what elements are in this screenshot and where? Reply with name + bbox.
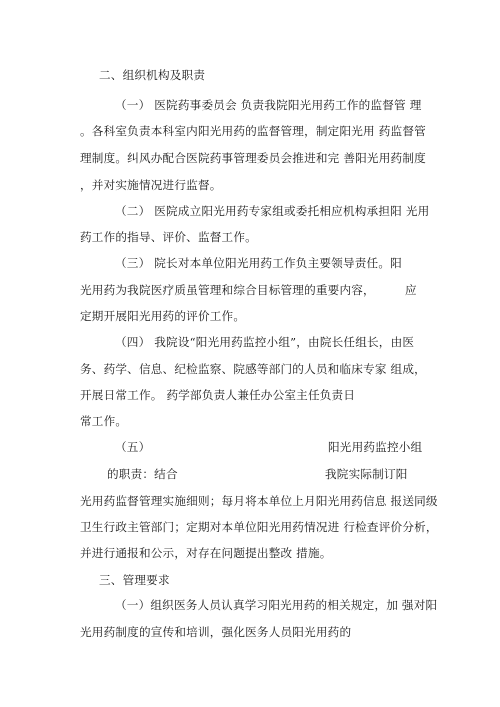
paragraph-5-line-1-end: 阳光用药监控小组 bbox=[328, 440, 423, 454]
paragraph-1-line-2: 。各科室负责本科室内阳光用药的监督管理，制定阳光用 药监督管 bbox=[80, 124, 426, 138]
paragraph-4-line-4: 常工作。 bbox=[80, 414, 128, 428]
paragraph-4-line-2: 务、药学、信息、纪检监察、院感等部门的人员和临床专家 组成， bbox=[80, 362, 426, 376]
paragraph-2-line-2: 药工作的指导、评价、监督工作。 bbox=[80, 230, 257, 244]
paragraph-5-line-4: 卫生行政主管部门；定期对本单位阳光用药情况进 行检查评价分析， bbox=[80, 520, 438, 534]
paragraph-4-line-1: （四） 我院设“阳光用药监控小组”，由院长任组长，由医 bbox=[115, 335, 415, 349]
paragraph-3-line-1: （三） 院长对本单位阳光用药工作负主要领导责任。阳 bbox=[115, 256, 402, 270]
paragraph-5-line-3: 光用药监督管理实施细则；每月将本单位上月阳光用药信息 报送同级 bbox=[80, 494, 438, 508]
paragraph-2-line-1: （二） 医院成立阳光用药专家组或委托相应机构承担阳 光用 bbox=[115, 204, 430, 218]
section-heading-organization: 二、组织机构及职责 bbox=[99, 68, 206, 82]
section-heading-management: 三、管理要求 bbox=[99, 573, 170, 587]
paragraph-5-line-1-start: （五） bbox=[115, 440, 151, 454]
paragraph-6-line-1: （一）组织医务人员认真学习阳光用药的相关规定，加 强对阳 bbox=[115, 598, 438, 612]
paragraph-5-line-2-end: 我院实际制订阳 bbox=[325, 467, 408, 481]
paragraph-1-line-4: ，并对实施情况进行监督。 bbox=[80, 178, 222, 192]
paragraph-3-line-2-tail: 应 bbox=[405, 283, 417, 297]
paragraph-6-line-2: 光用药制度的宣传和培训，强化医务人员阳光用药的 bbox=[80, 625, 352, 639]
paragraph-4-line-3: 开展日常工作。 药学部负责人兼任办公室主任负责日 bbox=[80, 388, 356, 402]
paragraph-3-line-2: 光用药为我院医疗质虽管理和综合目标管理的重要内容， bbox=[80, 283, 375, 297]
paragraph-3-line-3: 定期开展阳光用药的评价工作。 bbox=[80, 309, 246, 323]
paragraph-5-line-5: 并进行通报和公示，对存在问题提出整改 措施。 bbox=[80, 546, 332, 560]
paragraph-1-line-3: 理制度。纠风办配合医院药事管理委员会推进和完 善阳光用药制度 bbox=[80, 151, 426, 165]
paragraph-5-line-2-start: 的职责：结合 bbox=[107, 467, 178, 481]
paragraph-1-line-1: （一） 医院药事委员会 负责我院阳光用药工作的监督管 理 bbox=[115, 98, 422, 112]
